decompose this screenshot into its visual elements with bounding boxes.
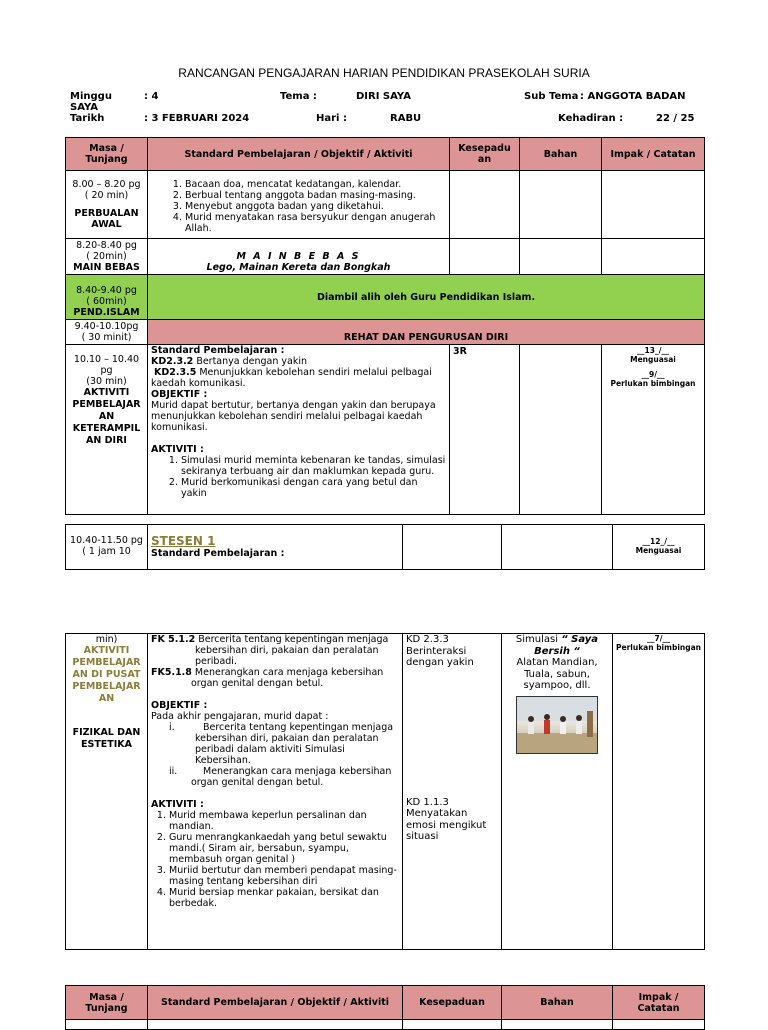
standard-label: Standard Pembelajaran : <box>151 345 285 356</box>
table-header-row <box>66 138 705 171</box>
time-cell <box>66 1020 148 1030</box>
bahan-cell <box>520 239 602 275</box>
header-kesepaduan: Kesepaduan <box>403 986 502 1020</box>
table-row <box>66 345 705 515</box>
header-bahan: Bahan <box>502 986 613 1020</box>
impak-score: __9/__ <box>641 370 665 379</box>
kd-text: Menunjukkan kebolehan sendiri melalui pelbagai kaedah komunikasi. <box>151 367 432 389</box>
duration-text: ( 1 jam 10 <box>82 546 131 557</box>
subtema-value: : ANGGOTA BADAN <box>580 91 686 102</box>
activity-cell <box>148 1020 403 1030</box>
activity-cell <box>148 171 450 239</box>
kd-code: KD2.3.5 <box>154 367 197 378</box>
tunjang-text: MAIN BEBAS <box>73 262 140 273</box>
kehadiran-label: Kehadiran : <box>558 113 624 124</box>
tunjang-text: AKTIVITI PEMBELAJAR AN DI PUSAT PEMBELAJAR AN <box>72 645 141 704</box>
page-title: RANCANGAN PENGAJARAN HARIAN PENDIDIKAN PRASEKOLAH SURIA <box>178 66 590 80</box>
activity-cell <box>148 634 403 950</box>
tema-value: DIRI SAYA <box>356 91 411 102</box>
time-text: 10.10 – 10.40 pg <box>73 354 140 376</box>
main-bebas-heading: M A I N B E B A S <box>236 251 361 262</box>
header-masa: Masa / Tunjang <box>66 138 148 171</box>
impak-cell <box>613 525 705 570</box>
table-header-row <box>66 986 705 1020</box>
kesepaduan-cell <box>450 171 520 239</box>
objektif-label: OBJEKTIF : <box>151 700 208 711</box>
objektif-continuation: organ genital dengan betul. <box>191 777 324 788</box>
kesepaduan-text: Menyatakan emosi mengikut situasi <box>406 808 487 842</box>
header-bahan: Bahan <box>520 138 602 171</box>
list-item: 1. Simulasi murid meminta kebenaran ke tandas, simulasi sekiranya terbuang air dan maklumkan kepada guru. <box>181 455 446 477</box>
objektif-label: OBJEKTIF : <box>151 389 208 400</box>
fk-continuation: kebersihan diri, pakaian dan peralatan peribadi. <box>195 645 379 667</box>
impak-score: __13_/__ <box>637 346 669 355</box>
objektif-text: Bercerita tentang kepentingan menjaga <box>203 722 394 733</box>
bahan-title-line <box>505 634 609 657</box>
fk-text: Menerangkan cara menjaga kebersihan <box>191 667 384 678</box>
objektif-item <box>151 766 399 777</box>
children-activity-illustration <box>517 697 597 753</box>
kd-code: KD2.3.2 <box>151 356 194 367</box>
next-page-table <box>65 985 705 1030</box>
tunjang-text: PEND.ISLAM <box>73 307 140 318</box>
kesepaduan-text: Berinteraksi dengan yakin <box>406 645 474 668</box>
aktiviti-label: AKTIVITI : <box>151 799 204 810</box>
kesepaduan-cell <box>403 525 502 570</box>
impak-score: __7/__ <box>647 634 670 643</box>
table-row <box>66 239 705 275</box>
objektif-item <box>151 722 399 733</box>
tema-label: Tema : <box>280 91 317 102</box>
children-activity-photo <box>516 696 598 754</box>
table-row <box>66 525 705 570</box>
header-standard: Standard Pembelajaran / Objektif / Aktiviti <box>148 986 403 1020</box>
kd-line <box>151 356 446 367</box>
kesepaduan-cell <box>450 239 520 275</box>
table-row <box>66 634 705 950</box>
header-standard: Standard Pembelajaran / Objektif / Aktiviti <box>148 138 450 171</box>
table-row <box>66 275 705 320</box>
fk-text: Bercerita tentang kepentingan menjaga <box>195 634 389 645</box>
bahan-title: “ Saya Bersih “ <box>534 634 599 657</box>
header-masa: Masa / Tunjang <box>66 986 148 1020</box>
duration-text: ( 20 min) <box>84 190 129 201</box>
table-row <box>66 320 705 345</box>
tarikh-label: Tarikh <box>70 113 105 124</box>
duration-text: min) <box>95 634 118 645</box>
main-bebas-detail: Lego, Mainan Kereta dan Bongkah <box>206 262 391 273</box>
tunjang-text: FIZIKAL DAN ESTETIKA <box>72 727 141 750</box>
objektif-continuation: kebersihan diri, pakaian dan peralatan peribadi dalam aktiviti Simulasi Kebersihan. <box>195 733 379 766</box>
standard-label: Standard Pembelajaran : <box>151 548 285 559</box>
saya-text: SAYA <box>70 102 99 113</box>
time-text: 8.20-8.40 pg <box>76 240 137 251</box>
minggu-label: Minggu <box>70 91 112 102</box>
kesepaduan-cell <box>403 634 502 950</box>
fk-continuation: organ genital dengan betul. <box>191 678 324 689</box>
header-kesepaduan: Kesepadu an <box>450 138 520 171</box>
time-cell <box>66 275 148 320</box>
time-cell <box>66 239 148 275</box>
time-text: 10.40-11.50 pg <box>70 535 143 546</box>
activity-cell <box>148 239 450 275</box>
time-text: 8.40-9.40 pg <box>76 285 137 296</box>
list-item: 2. Murid berkomunikasi dengan cara yang betul dan yakin <box>181 477 446 499</box>
hari-label: Hari : <box>316 113 347 124</box>
time-text: 8.00 – 8.20 pg <box>72 179 141 190</box>
rehat-cell: REHAT DAN PENGURUSAN DIRI <box>148 320 705 345</box>
bahan-list: Alatan Mandian, Tuala, sabun, syampoo, dll. <box>516 657 598 691</box>
kesepaduan-cell: 3R <box>450 345 520 515</box>
time-text: 9.40-10.10pg <box>74 321 139 332</box>
bahan-simulasi: Simulasi <box>515 634 559 645</box>
header-impak: Impak / Catatan <box>613 986 705 1020</box>
pendidikan-islam-cell: Diambil alih oleh Guru Pendidikan Islam. <box>148 275 705 320</box>
stesen-title: STESEN 1 <box>151 534 216 548</box>
stesen-continued-table <box>65 633 705 950</box>
subtema-label: Sub Tema <box>524 91 579 102</box>
duration-text: ( 20min) <box>86 251 127 262</box>
list-item: 1. Murid membawa keperlun persalinan dan mandian. <box>169 810 399 832</box>
impak-cell <box>602 239 705 275</box>
fk-line <box>151 634 399 645</box>
aktiviti-label: AKTIVITI : <box>151 444 204 455</box>
impak-score: __12_/__ <box>642 537 675 546</box>
fk-code: FK 5.1.2 <box>151 634 196 645</box>
duration-text: ( 30 minit) <box>81 332 132 343</box>
tunjang-text: AKTIVITI PEMBELAJAR AN KETERAMPIL AN DIRI <box>72 387 141 446</box>
fk-code: FK5.1.8 <box>151 667 192 678</box>
tarikh-value: : 3 FEBRUARI 2024 <box>144 113 250 124</box>
bahan-cell <box>520 345 602 515</box>
hari-value: RABU <box>390 113 422 124</box>
list-item: 3. Muriid bertutur dan memberi pendapat masing-masing tentang kebersihan diri <box>169 865 399 887</box>
objektif-intro: Pada akhir pengajaran, murid dapat : <box>151 711 329 722</box>
time-cell <box>66 634 148 950</box>
stesen-table <box>65 524 705 570</box>
bahan-cell <box>502 634 613 950</box>
kesepaduan-code: KD 2.3.3 <box>406 634 449 645</box>
impak-cell <box>613 634 705 950</box>
table-row <box>66 171 705 239</box>
time-cell <box>66 525 148 570</box>
fk-line <box>151 667 399 678</box>
impak-cell <box>602 171 705 239</box>
bahan-cell <box>502 1020 613 1030</box>
header-impak: Impak / Catatan <box>602 138 705 171</box>
tunjang-text: PERBUALAN AWAL <box>74 208 139 230</box>
list-item: 4. Murid bersiap menkar pakaian, bersikat dan berbedak. <box>169 887 399 909</box>
kesepaduan-cell <box>403 1020 502 1030</box>
activity-cell <box>148 345 450 515</box>
kd-text: Bertanya dengan yakin <box>193 356 308 367</box>
list-item: 2. Berbual tentang anggota badan masing-masing. <box>185 190 446 201</box>
list-item: 2. Guru menrangkankaedah yang betul sewaktu mandi.( Siram air, bersabun, syampu, membasuh organ genital ) <box>169 832 399 865</box>
impak-label: Perlukan bimbingan <box>616 643 701 652</box>
objektif-num: i. <box>169 722 175 733</box>
activity-cell <box>148 525 403 570</box>
list-item: 3. Menyebut anggota badan yang diketahui. <box>185 201 446 212</box>
list-item: 4. Murid menyatakan rasa bersyukur dengan anugerah Allah. <box>185 212 446 234</box>
list-item: 1. Bacaan doa, mencatat kedatangan, kalendar. <box>185 179 446 190</box>
impak-label: Menguasai <box>635 546 682 555</box>
impak-label: Perlukan bimbingan <box>610 379 696 388</box>
time-cell <box>66 320 148 345</box>
duration-text: ( 60min) <box>86 296 127 307</box>
objektif-text: Murid dapat bertutur, bertanya dengan yakin dan berupaya menunjukkan kebolehan sendiri melalui pelbagai kaedah komunikasi. <box>151 400 436 433</box>
bahan-cell <box>502 525 613 570</box>
impak-cell <box>613 1020 705 1030</box>
kd-line <box>151 367 446 389</box>
lesson-table <box>65 137 705 515</box>
time-cell <box>66 345 148 515</box>
objektif-num: ii. <box>169 766 178 777</box>
table-row <box>66 1020 705 1030</box>
impak-label: Menguasai <box>630 355 676 364</box>
kesepaduan-code: KD 1.1.3 <box>406 796 449 808</box>
objektif-text: Menerangkan cara menjaga kebersihan <box>203 766 392 777</box>
time-cell <box>66 171 148 239</box>
kehadiran-value: 22 / 25 <box>656 113 695 124</box>
duration-text: (30 min) <box>86 376 127 387</box>
minggu-value: : 4 <box>144 91 159 102</box>
bahan-cell <box>520 171 602 239</box>
impak-cell <box>602 345 705 515</box>
